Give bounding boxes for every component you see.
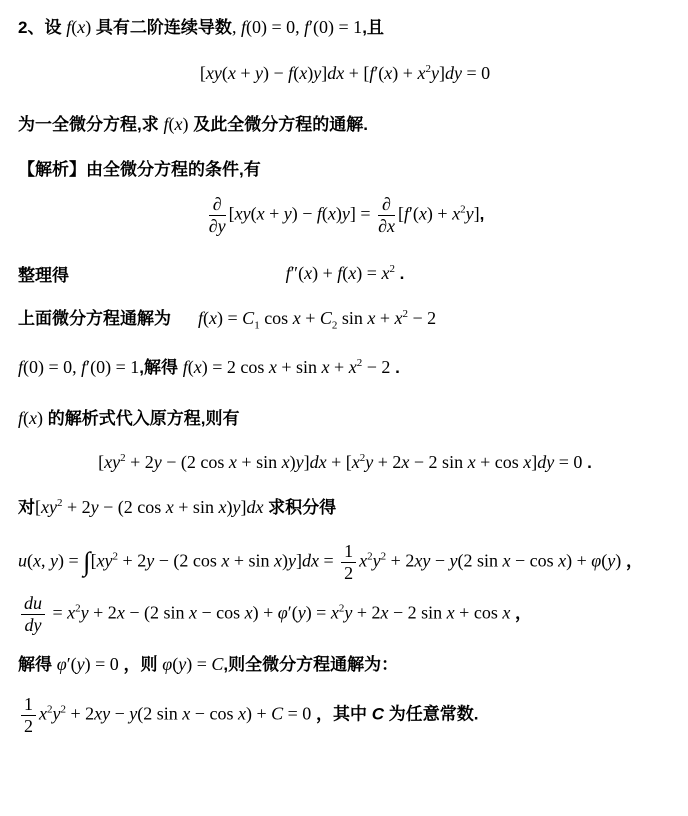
chinese-text: 及此全微分方程的通解. bbox=[188, 115, 368, 134]
math-roman: ″( bbox=[290, 262, 305, 283]
math-variable: x bbox=[359, 550, 368, 571]
math-variable: C bbox=[319, 308, 332, 329]
math-roman: ) − bbox=[263, 62, 289, 83]
eq-given-total-differential bbox=[18, 62, 672, 85]
math-variable: f bbox=[285, 262, 291, 283]
math-variable: C bbox=[211, 654, 224, 675]
math-roman: + bbox=[329, 356, 349, 377]
fraction bbox=[209, 195, 226, 236]
chinese-text: ,解得 bbox=[139, 357, 183, 377]
superscript: 2 bbox=[112, 550, 119, 563]
math-roman: ( bbox=[342, 262, 349, 283]
math-variable: y bbox=[255, 62, 264, 83]
superscript: 2 bbox=[75, 602, 81, 615]
math-roman: + cos bbox=[475, 451, 524, 472]
math-variable: dx bbox=[302, 550, 320, 571]
superscript: 2 bbox=[380, 550, 387, 563]
chinese-text: . bbox=[582, 452, 592, 472]
superscript: 2 bbox=[120, 451, 126, 464]
math-variable: φ bbox=[591, 550, 602, 571]
math-variable: x bbox=[502, 550, 511, 571]
chinese-text: 为任意常数. bbox=[384, 704, 479, 724]
math-roman: sin bbox=[337, 308, 368, 329]
math-variable: x bbox=[558, 550, 567, 571]
superscript: 2 bbox=[60, 703, 66, 716]
math-roman: ) bbox=[289, 451, 296, 472]
math-variable: f bbox=[288, 62, 294, 83]
superscript: 2 bbox=[338, 602, 345, 615]
math-roman: 2 bbox=[24, 715, 33, 736]
chinese-text: ， bbox=[621, 551, 643, 571]
math-variable: x bbox=[394, 308, 403, 329]
math-variable: x bbox=[367, 308, 376, 329]
math-roman: ) bbox=[282, 550, 289, 571]
fraction bbox=[21, 695, 36, 736]
math-roman: + 2 bbox=[118, 550, 147, 571]
math-roman: ] bbox=[473, 203, 480, 224]
math-roman: [ bbox=[228, 203, 235, 224]
math-roman: ( bbox=[601, 550, 608, 571]
math-variable: u bbox=[18, 550, 27, 571]
superscript: 2 bbox=[367, 550, 373, 563]
fraction-numerator bbox=[21, 594, 45, 615]
math-roman: ) bbox=[226, 497, 233, 518]
math-variable: y bbox=[607, 550, 616, 571]
line-solve-phi bbox=[18, 653, 672, 676]
math-roman: ) + bbox=[312, 262, 338, 283]
math-variable: x bbox=[244, 602, 253, 623]
line-general-solution-ode-formula bbox=[198, 308, 437, 332]
math-roman: (2 sin bbox=[137, 703, 183, 724]
chinese-text: 对 bbox=[18, 498, 35, 518]
math-roman: ) + bbox=[426, 203, 453, 224]
math-variable: x bbox=[67, 602, 76, 623]
eq-final-general-solution bbox=[18, 695, 672, 736]
math-variable: y bbox=[76, 654, 85, 675]
fraction-denominator bbox=[209, 216, 226, 236]
math-variable: x bbox=[384, 62, 393, 83]
math-variable: x bbox=[417, 62, 426, 83]
math-variable: x bbox=[327, 203, 336, 224]
math-variable: y bbox=[295, 451, 304, 472]
math-variable: dx bbox=[309, 451, 327, 472]
math-roman: + 2 bbox=[125, 451, 154, 472]
math-roman: − (2 cos bbox=[98, 497, 166, 518]
math-variable: y bbox=[430, 62, 439, 83]
math-variable: f bbox=[304, 17, 310, 37]
chinese-text: 为一全微分方程,求 bbox=[18, 115, 164, 134]
math-roman: + bbox=[375, 308, 395, 329]
math-variable: x bbox=[452, 203, 461, 224]
fraction bbox=[21, 594, 45, 635]
math-variable: f bbox=[182, 356, 188, 377]
math-variable: x bbox=[174, 114, 183, 134]
math-roman: ) + bbox=[392, 62, 418, 83]
math-variable: y bbox=[465, 203, 474, 224]
math-variable: x bbox=[182, 703, 191, 724]
math-roman: (2 sin bbox=[457, 550, 503, 571]
math-variable: y bbox=[90, 497, 99, 518]
math-roman: + [ bbox=[326, 451, 352, 472]
math-variable: x bbox=[446, 602, 455, 623]
subscript: 2 bbox=[331, 319, 338, 332]
math-roman: ) + bbox=[245, 703, 272, 724]
chinese-text: 具有二阶连续导数 bbox=[91, 18, 232, 37]
chinese-text: ,则全微分方程通解为： bbox=[223, 655, 399, 675]
chinese-text: ，其中 bbox=[311, 704, 372, 724]
eq-du-dy bbox=[18, 594, 672, 635]
math-variable: x bbox=[299, 62, 308, 83]
chinese-text: 解得 bbox=[18, 655, 57, 675]
math-variable: x bbox=[401, 451, 410, 472]
math-roman: ] bbox=[531, 451, 538, 472]
math-roman: − 2 bbox=[362, 356, 391, 377]
math-roman: (0) = 0, bbox=[245, 17, 305, 37]
chinese-text: 整理得 bbox=[18, 265, 69, 285]
math-roman: [ bbox=[98, 451, 105, 472]
math-variable: x bbox=[228, 451, 237, 472]
chinese-text: . bbox=[394, 263, 405, 283]
math-roman: = bbox=[319, 550, 339, 571]
eq-substituted bbox=[18, 451, 672, 474]
math-roman: + sin bbox=[229, 550, 275, 571]
math-roman: + bbox=[235, 62, 256, 83]
superscript: 2 bbox=[402, 308, 409, 321]
math-roman: − cos bbox=[196, 602, 245, 623]
math-roman: cos bbox=[259, 308, 293, 329]
math-roman: ( bbox=[27, 550, 33, 571]
math-variable: x bbox=[39, 703, 47, 724]
math-variable: y bbox=[344, 602, 353, 623]
math-variable: x bbox=[321, 356, 330, 377]
math-variable: x bbox=[418, 203, 427, 224]
chinese-text: 求积分得 bbox=[263, 498, 337, 518]
math-variable: x bbox=[304, 262, 313, 283]
eq-partial-condition bbox=[18, 195, 672, 236]
math-variable: f bbox=[81, 356, 87, 377]
math-variable: f bbox=[66, 17, 72, 37]
math-roman: − bbox=[110, 703, 130, 724]
math-roman: − 2 sin bbox=[388, 602, 447, 623]
math-variable: xy bbox=[41, 497, 57, 518]
chinese-text: , bbox=[479, 204, 485, 224]
math-roman: ′( bbox=[408, 203, 419, 224]
math-roman: + bbox=[300, 308, 320, 329]
math-variable: x bbox=[256, 203, 265, 224]
problem-statement-2 bbox=[18, 113, 672, 136]
math-variable: x bbox=[381, 262, 390, 283]
math-roman: + cos bbox=[454, 602, 503, 623]
line-solve-constants bbox=[18, 356, 672, 379]
math-roman: − (2 sin bbox=[124, 602, 189, 623]
eq-u-integral bbox=[18, 542, 672, 583]
math-variable: dy bbox=[24, 615, 42, 636]
math-variable: x bbox=[218, 497, 227, 518]
line-simplify bbox=[18, 262, 672, 285]
math-variable: f bbox=[316, 203, 322, 224]
math-roman: ) bbox=[182, 114, 189, 134]
math-variable: dx bbox=[327, 62, 345, 83]
math-variable: x bbox=[165, 497, 174, 518]
math-variable: C bbox=[271, 703, 284, 724]
math-variable: x bbox=[502, 602, 511, 623]
math-roman: 1 bbox=[24, 693, 33, 714]
math-roman: ( bbox=[172, 654, 179, 675]
math-roman: + 2 bbox=[373, 451, 402, 472]
chinese-text: . bbox=[390, 357, 400, 377]
math-variable: C bbox=[242, 308, 255, 329]
math-roman: + 2 bbox=[386, 550, 415, 571]
math-roman: 2 bbox=[344, 562, 354, 583]
math-roman: ] bbox=[303, 451, 310, 472]
chinese-text: ， bbox=[510, 603, 533, 623]
math-roman: − (2 cos bbox=[161, 451, 229, 472]
math-roman: (0) = 0, bbox=[23, 356, 82, 377]
math-variable: ∂ bbox=[212, 194, 222, 214]
math-variable: x bbox=[209, 308, 218, 329]
math-roman: 1 bbox=[344, 540, 354, 561]
math-roman: [ bbox=[35, 497, 41, 518]
math-roman: ( bbox=[203, 308, 210, 329]
math-roman: + 2 bbox=[66, 703, 95, 724]
math-variable: y bbox=[52, 703, 61, 724]
math-variable: xy bbox=[96, 550, 113, 571]
superscript: 2 bbox=[425, 62, 431, 75]
math-variable: x bbox=[227, 62, 236, 83]
superscript: 2 bbox=[56, 497, 63, 510]
math-variable: y bbox=[232, 497, 241, 518]
math-variable: x bbox=[380, 602, 389, 623]
problem-statement bbox=[18, 16, 672, 39]
superscript: 2 bbox=[47, 703, 53, 716]
math-roman: ) = bbox=[305, 602, 331, 623]
math-variable: du bbox=[24, 593, 42, 614]
fraction bbox=[341, 542, 356, 583]
line-integrate-intro bbox=[18, 496, 672, 519]
math-variable: y bbox=[80, 602, 89, 623]
math-roman: ) bbox=[335, 203, 342, 224]
math-variable: x bbox=[351, 451, 360, 472]
math-roman: = 0 bbox=[283, 703, 312, 724]
chinese-text: 【解析】由全微分方程的条件,有 bbox=[18, 159, 261, 179]
chinese-text: 上面微分方程通解为 bbox=[18, 309, 171, 329]
fraction-numerator bbox=[341, 542, 356, 563]
math-variable: x bbox=[116, 602, 125, 623]
math-variable: x bbox=[281, 451, 290, 472]
math-variable: x bbox=[221, 550, 230, 571]
fraction bbox=[378, 195, 395, 236]
math-roman: ) bbox=[307, 62, 314, 83]
math-variable: ∂y bbox=[208, 215, 226, 236]
math-variable: φ bbox=[277, 602, 288, 623]
integral-sign: ∫ bbox=[83, 546, 91, 577]
math-roman: ) bbox=[37, 408, 44, 429]
math-variable: xy bbox=[414, 550, 431, 571]
chinese-text: 2、设 bbox=[18, 18, 67, 37]
analysis-heading bbox=[18, 158, 672, 181]
math-roman: − cos bbox=[510, 550, 559, 571]
math-variable: y bbox=[50, 550, 58, 571]
math-variable: x bbox=[33, 550, 41, 571]
math-roman: ] bbox=[321, 62, 328, 83]
fraction-denominator bbox=[21, 615, 45, 635]
math-variable: x bbox=[237, 703, 246, 724]
math-variable: f bbox=[18, 408, 24, 429]
line-simplify-label bbox=[18, 264, 69, 287]
math-variable: xy bbox=[205, 62, 222, 83]
math-variable: dy bbox=[537, 451, 555, 472]
fraction-denominator bbox=[341, 563, 356, 583]
math-roman: ] bbox=[240, 497, 247, 518]
math-roman: ] bbox=[296, 550, 303, 571]
math-roman: ( bbox=[221, 62, 228, 83]
math-variable: φ bbox=[162, 654, 173, 675]
math-roman: ) = bbox=[356, 262, 382, 283]
math-roman: ′( bbox=[287, 602, 298, 623]
math-roman: + 2 bbox=[352, 602, 381, 623]
math-roman: ) bbox=[85, 17, 92, 37]
math-roman: ′(0) = 1 bbox=[309, 17, 363, 37]
math-roman: ′(0) = 1 bbox=[86, 356, 140, 377]
math-roman: + sin bbox=[236, 451, 282, 472]
fraction-denominator bbox=[378, 216, 395, 236]
math-variable: f bbox=[240, 17, 246, 37]
bold-italic-constant: C bbox=[371, 704, 385, 724]
math-roman: − 2 bbox=[408, 308, 437, 329]
math-variable: f bbox=[163, 114, 169, 134]
math-variable: dx bbox=[246, 497, 264, 518]
math-variable: x bbox=[467, 451, 476, 472]
math-roman: − bbox=[430, 550, 450, 571]
math-roman: ) = bbox=[58, 550, 84, 571]
math-variable: ∂ bbox=[382, 194, 391, 214]
math-variable: y bbox=[129, 703, 138, 724]
math-roman: ] = bbox=[349, 203, 376, 224]
math-roman: [ bbox=[199, 62, 206, 83]
math-roman: , bbox=[231, 17, 241, 37]
math-variable: x bbox=[274, 550, 283, 571]
math-variable: f bbox=[18, 356, 24, 377]
math-roman: ( bbox=[250, 203, 257, 224]
line-general-solution-ode bbox=[18, 307, 672, 333]
math-variable: f bbox=[403, 203, 409, 224]
math-variable: y bbox=[283, 203, 292, 224]
math-variable: f bbox=[369, 62, 375, 83]
chinese-text: 的解析式代入原方程,则有 bbox=[43, 409, 240, 429]
math-roman: = 0 bbox=[554, 451, 583, 472]
math-variable: y bbox=[297, 602, 306, 623]
fraction-numerator bbox=[378, 195, 395, 216]
math-roman: − (2 cos bbox=[154, 550, 222, 571]
math-variable: x bbox=[188, 602, 197, 623]
superscript: 2 bbox=[359, 451, 366, 464]
superscript: 2 bbox=[356, 356, 363, 369]
math-variable: ∂x bbox=[378, 215, 395, 236]
fraction-numerator bbox=[209, 195, 226, 216]
math-roman: ( bbox=[168, 114, 175, 134]
math-roman: + 2 bbox=[88, 602, 117, 623]
math-roman: ) + bbox=[252, 602, 278, 623]
math-roman: ) = bbox=[186, 654, 212, 675]
math-roman: ] bbox=[438, 62, 445, 83]
math-roman: + sin bbox=[276, 356, 322, 377]
math-roman: − cos bbox=[190, 703, 238, 724]
math-variable: f bbox=[198, 308, 204, 329]
math-variable: y bbox=[178, 654, 187, 675]
math-variable: x bbox=[29, 408, 38, 429]
chinese-text: ,且 bbox=[362, 18, 384, 37]
math-roman: = 0 bbox=[461, 62, 491, 83]
math-roman: ( bbox=[23, 408, 30, 429]
math-variable: y bbox=[288, 550, 297, 571]
superscript: 2 bbox=[389, 262, 395, 275]
chinese-text: ，则 bbox=[118, 655, 163, 675]
math-roman: − 2 sin bbox=[409, 451, 468, 472]
math-roman: ( bbox=[187, 356, 194, 377]
math-variable: x bbox=[523, 451, 532, 472]
math-roman: + 2 bbox=[62, 497, 91, 518]
math-roman: = bbox=[48, 602, 68, 623]
math-variable: y bbox=[146, 550, 155, 571]
line-simplify-formula bbox=[286, 263, 405, 283]
math-roman: ( bbox=[293, 62, 300, 83]
math-variable: φ bbox=[56, 654, 67, 675]
math-roman: [ bbox=[90, 550, 97, 571]
math-variable: y bbox=[449, 550, 458, 571]
math-roman: ′( bbox=[374, 62, 385, 83]
math-variable: x bbox=[268, 356, 277, 377]
math-roman: ( bbox=[71, 17, 78, 37]
math-variable: dy bbox=[444, 62, 462, 83]
math-variable: x bbox=[348, 262, 357, 283]
math-roman: + bbox=[264, 203, 284, 224]
math-variable: y bbox=[153, 451, 162, 472]
math-variable: xy bbox=[234, 203, 251, 224]
math-roman: ′( bbox=[66, 654, 77, 675]
math-variable: x bbox=[348, 356, 357, 377]
line-general-solution-ode-label bbox=[18, 308, 171, 328]
fraction-numerator bbox=[21, 695, 36, 716]
math-variable: xy bbox=[94, 703, 111, 724]
math-variable: x bbox=[193, 356, 202, 377]
math-variable: y bbox=[372, 550, 381, 571]
math-variable: x bbox=[292, 308, 301, 329]
math-variable: f bbox=[337, 262, 343, 283]
subscript: 1 bbox=[254, 319, 260, 332]
math-variable: y bbox=[341, 203, 350, 224]
math-roman: + sin bbox=[173, 497, 219, 518]
superscript: 2 bbox=[460, 203, 466, 216]
math-roman: ) = bbox=[217, 308, 243, 329]
math-roman: ) − bbox=[291, 203, 317, 224]
math-variable: xy bbox=[104, 451, 121, 472]
math-roman: ( bbox=[321, 203, 328, 224]
math-roman: ) + bbox=[566, 550, 592, 571]
math-roman: + [ bbox=[344, 62, 370, 83]
math-roman: , bbox=[41, 550, 50, 571]
line-substitute bbox=[18, 407, 672, 430]
math-variable: x bbox=[330, 602, 339, 623]
math-roman: [ bbox=[397, 203, 404, 224]
fraction-denominator bbox=[21, 716, 36, 736]
math-roman: ) = 0 bbox=[84, 654, 119, 675]
math-variable: x bbox=[77, 17, 86, 37]
math-roman: ) = 2 cos bbox=[201, 356, 269, 377]
math-roman: ) bbox=[615, 550, 622, 571]
math-variable: y bbox=[365, 451, 374, 472]
math-variable: y bbox=[313, 62, 322, 83]
